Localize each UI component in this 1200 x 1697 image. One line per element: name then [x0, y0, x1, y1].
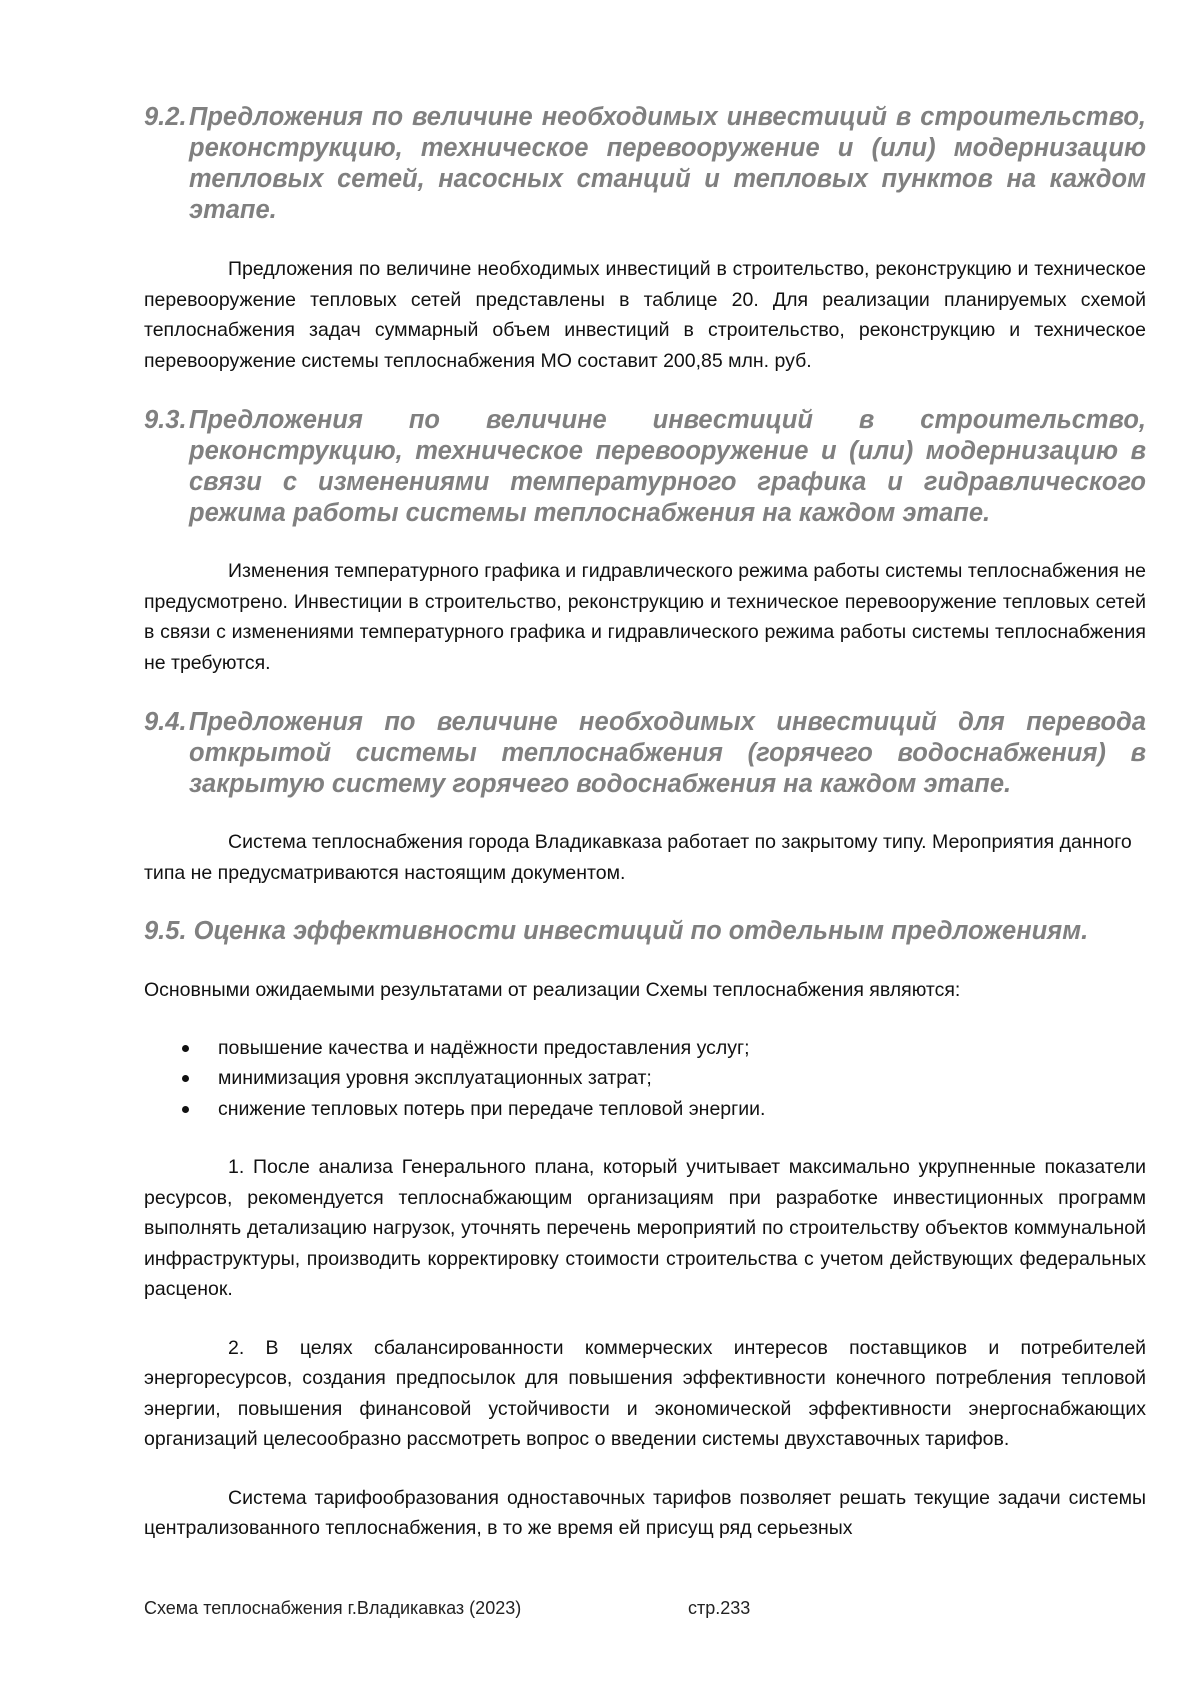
list-item-text: минимизация уровня эксплуатационных затрат; — [218, 1067, 652, 1089]
footer-page-number: стр.233 — [688, 1598, 751, 1618]
heading-9-2 — [144, 102, 1146, 226]
bullet-icon — [182, 1045, 189, 1052]
list-item-text: снижение тепловых потерь при передаче тепловой энергии. — [218, 1097, 766, 1120]
paragraph-9-3: Изменения температурного графика и гидравлического режима работы системы теплоснабжения не предусмотрено. Инвестиции в строительство, реконструкцию и техническое перевооружение тепловых сетей в связи с изменениями температурного графика и гидравлического режима работы системы теплоснабжения не требуются. — [144, 560, 1146, 674]
heading-9-4-number: 9.4. — [144, 708, 187, 736]
list-item — [144, 1094, 1146, 1125]
paragraph-9-5-intro: Основными ожидаемыми результатами от реализации Схемы теплоснабжения являются: — [144, 979, 961, 1001]
heading-9-3-number: 9.3. — [144, 406, 187, 434]
paragraph-9-4: Система теплоснабжения города Владикавказа работает по закрытому типу. Мероприятия данного типа не предусматриваются настоящим документом. — [144, 831, 1132, 884]
page-content — [144, 102, 1146, 1544]
heading-9-3-title: Предложения по величине инвестиций в строительство, реконструкцию, техническое перевооружение и (или) модернизацию в связи с изменениями температурного графика и гидравлического режима работы системы теплоснабжения на каждом этапе. — [189, 406, 1146, 527]
list-item — [144, 1063, 1146, 1094]
results-list — [144, 1033, 1146, 1125]
heading-9-5: 9.5. Оценка эффективности инвестиций по отдельным предложениям. — [144, 917, 1089, 945]
paragraph-9-2: Предложения по величине необходимых инвестиций в строительство, реконструкцию и техническое перевооружение тепловых сетей представлены в таблице 20. Для реализации планируемых схемой теплоснабжения задач суммарный объем инвестиций в строительство, реконструкцию и техническое перевооружение системы теплоснабжения МО составит 200,85 млн. руб. — [144, 258, 1146, 372]
heading-9-2-title: Предложения по величине необходимых инвестиций в строительство, реконструкцию, техническое перевооружение и (или) модернизацию тепловых сетей, насосных станций и тепловых пунктов на каждом этапе. — [189, 103, 1146, 224]
paragraph-9-5-3: Система тарифообразования одноставочных тарифов позволяет решать текущие задачи системы централизованного теплоснабжения, в то же время ей присущ ряд серьезных — [144, 1486, 1146, 1539]
heading-9-3 — [144, 405, 1146, 529]
heading-9-4 — [144, 707, 1146, 800]
bullet-icon — [182, 1075, 189, 1082]
heading-9-4-title: Предложения по величине необходимых инвестиций для перевода открытой системы теплоснабжения (горячего водоснабжения) в закрытую систему горячего водоснабжения на каждом этапе. — [189, 708, 1146, 798]
footer-document-title: Схема теплоснабжения г.Владикавказ (2023) — [144, 1598, 522, 1618]
paragraph-9-5-1: 1. После анализа Генерального плана, который учитывает максимально укрупненные показатели ресурсов, рекомендуется теплоснабжающим организациям при разработке инвестиционных программ выполнять детализацию нагрузок, уточнять перечень мероприятий по строительству объектов коммунальной инфраструктуры, производить корректировку стоимости строительства с учетом действующих федеральных расценок. — [144, 1156, 1146, 1300]
bullet-icon — [182, 1106, 189, 1113]
paragraph-9-5-2: 2. В целях сбалансированности коммерческих интересов поставщиков и потребителей энергоресурсов, создания предпосылок для повышения эффективности конечного потребления тепловой энергии, повышения финансовой устойчивости и экономической эффективности энергоснабжающих организаций целесообразно рассмотреть вопрос о введении системы двухставочных тарифов. — [144, 1336, 1146, 1450]
list-item-text: повышение качества и надёжности предоставления услуг; — [218, 1036, 750, 1059]
heading-9-2-number: 9.2. — [144, 103, 187, 131]
list-item — [144, 1033, 1146, 1064]
